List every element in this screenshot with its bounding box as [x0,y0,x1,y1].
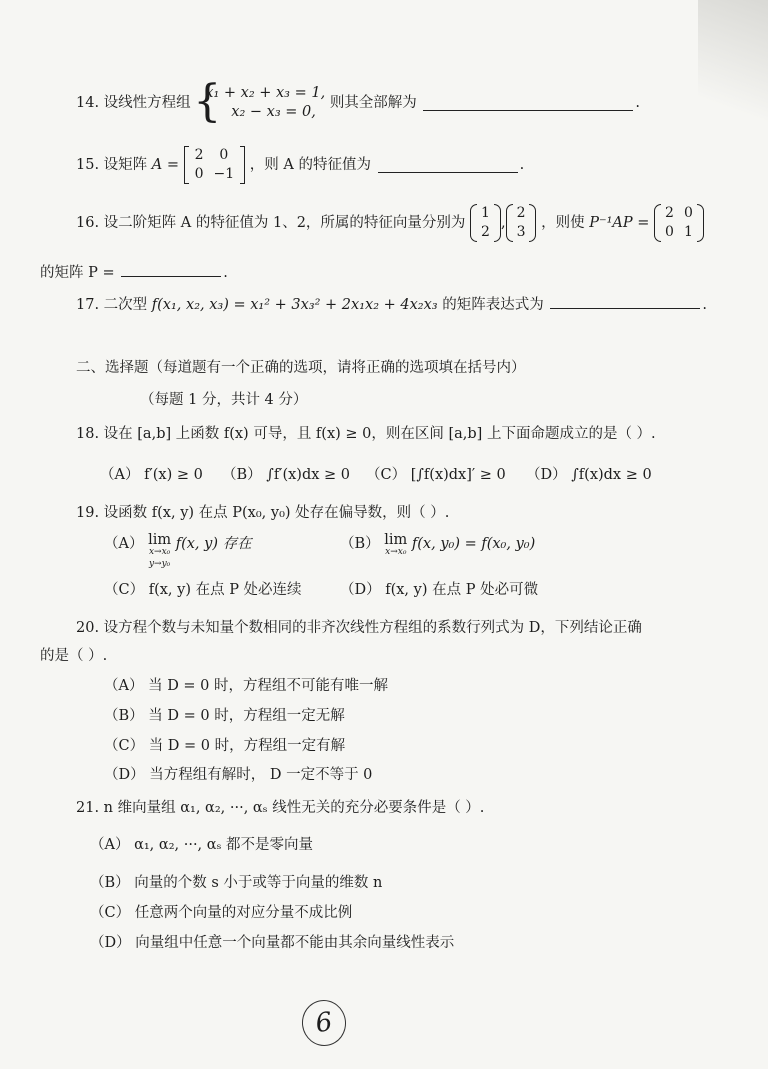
matrix-cell: 0 [665,224,674,240]
q18-option-b[interactable]: （B） ∫f′(x)dx ≥ 0 [222,467,351,483]
section-2-title: 二、选择题（每道题有一个正确的选项，请将正确的选项填在括号内） [76,360,526,376]
q14-answer-blank[interactable] [423,96,633,111]
q19-option-b[interactable] [340,534,535,558]
q18-option-d[interactable]: （D） ∫f(x)dx ≥ 0 [526,467,652,483]
section-2-note: （每题 1 分，共计 4 分） [140,392,308,408]
limit-sub: x→x₀ [385,547,407,557]
question-16-line2: 的矩阵 P = . [40,262,228,283]
limit-sub: y→y₀ [148,559,171,569]
question-17: 17. 二次型 f(x₁, x₂, x₃) = x₁² + 3x₃² + 2x₁x₂ + 4x₂x₃ 的矩阵表达式为 . [76,294,707,315]
q20-option-c[interactable]: （C） 当 D = 0 时，方程组一定有解 [104,738,346,754]
brace-icon: { [193,76,222,127]
q16-vector-1 [470,204,501,242]
q19-option-d[interactable]: （D） f(x, y) 在点 P 处必可微 [340,582,539,598]
question-15: 15. 设矩阵 A = 2 0 0 −1 ，则 A 的特征值为 . [76,147,525,182]
matrix-cell: 2 [665,205,674,221]
limit-symbol: lim [148,532,172,548]
q19-option-a-label: （A） [104,536,144,552]
q15-prefix: 15. 设矩阵 [76,157,148,173]
q18-option-a[interactable]: （A） f′(x) ≥ 0 [100,467,203,483]
q19-option-b-limit [384,534,407,558]
limit-sub: x→x₀ [148,547,171,557]
q15-answer-blank[interactable] [378,158,518,173]
matrix-cell: 1 [683,224,693,240]
question-18-stem: 18. 设在 [a,b] 上函数 f(x) 可导，且 f(x) ≥ 0，则在区间 [a,b] 上下面命题成立的是（ ）. [76,426,656,442]
q19-option-a-limit [148,534,171,570]
q17-suffix: 的矩阵表达式为 [442,297,544,313]
vector-cell: 2 [481,224,490,240]
q15-var: A = [151,157,180,173]
matrix-cell: −1 [213,166,235,182]
scan-shadow [698,0,768,180]
q14-eq1: x₁ + x₂ + x₃ = 1, [205,85,326,101]
question-19-stem: 19. 设函数 f(x, y) 在点 P(x₀, y₀) 处存在偏导数，则（ ）. [76,505,450,521]
q20-option-d[interactable]: （D） 当方程组有解时， D 一定不等于 0 [104,767,373,783]
q17-prefix: 17. 二次型 [76,297,148,313]
q20-option-a[interactable]: （A） 当 D = 0 时，方程组不可能有唯一解 [104,678,389,694]
q16-matrix [654,204,704,242]
q19-option-c[interactable]: （C） f(x, y) 在点 P 处必连续 [104,582,302,598]
question-20-stem-1: 20. 设方程个数与未知量个数相同的非齐次线性方程组的系数行列式为 D，下列结论正确 [76,620,642,636]
matrix-cell: 0 [683,205,693,221]
matrix-cell: 2 [194,147,204,163]
q16-expr: P⁻¹AP = [589,215,650,231]
q14-suffix: 则其全部解为 [329,95,417,111]
question-14: 14. 设线性方程组 { x₁ + x₂ + x₃ = 1, x₂ − x₃ = 0, 则其全部解为 . [76,76,641,127]
matrix-cell: 0 [194,166,204,182]
q14-prefix: 14. 设线性方程组 [76,95,191,111]
q19-option-a[interactable] [104,534,252,570]
q19-option-b-label: （B） [340,536,380,552]
q21-option-b[interactable]: （B） 向量的个数 s 小于或等于向量的维数 n [90,875,383,891]
q19-option-a-text: f(x, y) 存在 [175,536,252,552]
q20-option-b[interactable]: （B） 当 D = 0 时，方程组一定无解 [104,708,345,724]
q19-option-b-text: f(x, y₀) = f(x₀, y₀) [411,536,536,552]
q21-option-c[interactable]: （C） 任意两个向量的对应分量不成比例 [90,905,353,921]
q16-mid: ，则使 [541,215,585,231]
question-16: 16. 设二阶矩阵 A 的特征值为 1、2，所属的特征向量分别为 1 2 , 2 3 ，则使 P⁻¹AP = 2 0 0 1 [76,204,704,242]
q17-formula: f(x₁, x₂, x₃) = x₁² + 3x₃² + 2x₁x₂ + 4x₂x₃ [151,297,438,313]
vector-cell: 2 [516,205,526,221]
q16-vector-2 [506,204,537,242]
q21-option-d[interactable]: （D） 向量组中任意一个向量都不能由其余向量线性表示 [90,935,455,951]
vector-cell: 3 [516,224,526,240]
question-21-stem: 21. n 维向量组 α₁, α₂, ···, αₛ 线性无关的充分必要条件是（ ）. [76,800,485,816]
q15-matrix [184,146,246,184]
question-20-stem-2: 的是（ ）. [40,648,108,664]
q14-equation-system [193,76,326,127]
limit-symbol: lim [384,532,408,548]
q18-option-c[interactable]: （C） [∫f(x)dx]′ ≥ 0 [366,467,506,483]
q21-option-a[interactable]: （A） α₁, α₂, ···, αₛ 都不是零向量 [90,837,314,853]
q16-line2: 的矩阵 P = [40,265,115,281]
vector-cell: 1 [481,205,490,221]
q16-answer-blank[interactable] [121,262,221,277]
q16-prefix: 16. 设二阶矩阵 A 的特征值为 1、2，所属的特征向量分别为 [76,215,466,231]
q17-answer-blank[interactable] [550,294,700,309]
q14-eq2: x₂ − x₃ = 0, [231,104,316,120]
q15-suffix: ，则 A 的特征值为 [249,157,371,173]
matrix-cell: 0 [219,147,229,163]
page-number: 6 [299,997,349,1049]
